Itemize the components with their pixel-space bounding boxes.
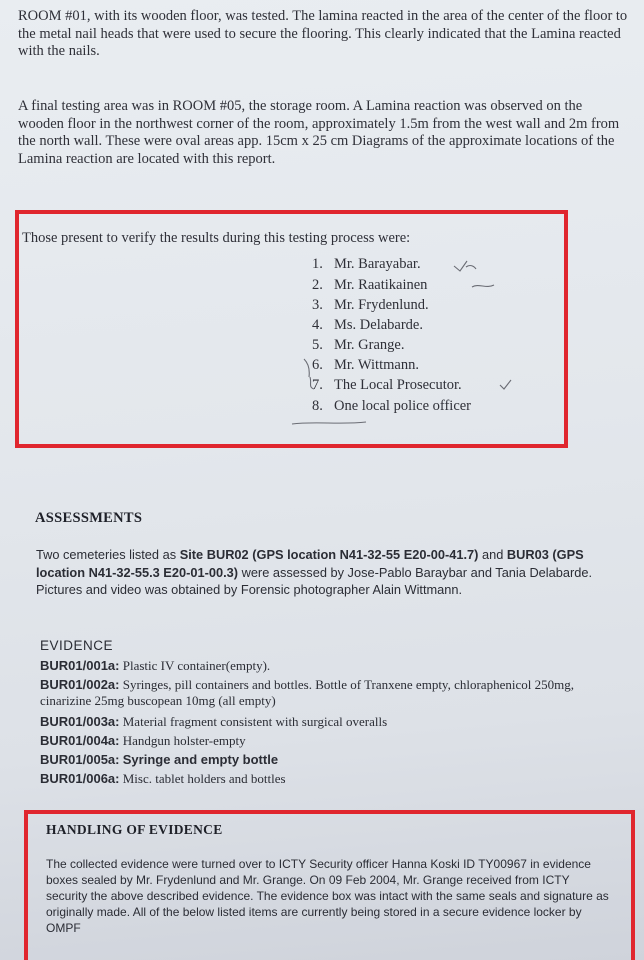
evidence-item: BUR01/003a: Material fragment consistent with surgical overalls — [40, 714, 388, 729]
pen-stroke-icon — [470, 280, 496, 292]
witness-item: 4. Ms. Delabarde. — [312, 317, 423, 333]
handling-paragraph: The collected evidence were turned over to ICTY Security officer Hanna Koski ID TY00967 in evidence boxes sealed by Mr. Frydenlund and Mr. Grange. On 09 Feb 2004, Mr. Grange received from ICTY security the above described evidence. The evidence box was intact with the same seals and signature as originally made. All of the below listed items are currently being stored in a secure evidence locker by OMPF — [46, 857, 609, 935]
witness-item: 1. Mr. Barayabar. — [312, 256, 421, 272]
assessments-paragraph: Two cemeteries listed as Site BUR02 (GPS location N41-32-55 E20-00-41.7) and BUR03 (GPS location N41-32-55.3 E20-01-00.3) were assessed by Jose-Pablo Baraybar and Tania Delabarde. Pictures and video was obtained by Forensic photographer Alain Wittmann. — [36, 547, 593, 597]
witness-item: 3. Mr. Frydenlund. — [312, 297, 429, 313]
evidence-item: BUR01/002a: Syringes, pill containers and bottles. Bottle of Tranxene empty, chloraphenicol 250mg, cinarizine 25mg buscopean 10mg (all empty) — [40, 677, 574, 708]
witness-item: 5. Mr. Grange. — [312, 337, 405, 353]
witness-item: 2. Mr. Raatikainen — [312, 277, 428, 293]
room5-paragraph: A final testing area was in ROOM #05, the storage room. A Lamina reaction was observed on the wooden floor in the northwest corner of the room, approximately 1.5m from the west wall and 2m from the north wall. These were oval areas app. 15cm x 25 cm Diagrams of the approximate locations of the Lamina reaction are located with this report. — [18, 98, 620, 167]
witness-item: 7. The Local Prosecutor. — [312, 377, 462, 393]
room1-paragraph: ROOM #01, with its wooden floor, was tested. The lamina reacted in the area of the center of the floor to the metal nail heads that were used to secure the flooring. This clearly indicated that the Lamina reacted with the nails. — [18, 8, 628, 59]
pen-stroke-icon — [300, 357, 324, 391]
tick-mark-icon — [498, 378, 514, 392]
evidence-item: BUR01/004a: Handgun holster-empty — [40, 733, 246, 748]
witness-item: 8. One local police officer — [312, 398, 472, 414]
underline-stroke-icon — [290, 418, 370, 428]
handling-heading: HANDLING OF EVIDENCE — [46, 822, 223, 837]
evidence-item: BUR01/005a: Syringe and empty bottle — [40, 752, 279, 767]
assessments-heading: ASSESSMENTS — [35, 510, 143, 526]
checkmark-scribble-icon — [452, 258, 478, 274]
evidence-item: BUR01/001a: Plastic IV container(empty). — [40, 658, 271, 673]
witness-item: 6. Mr. Wittmann. — [312, 357, 419, 373]
evidence-item: BUR01/006a: Misc. tablet holders and bottles — [40, 771, 286, 786]
evidence-heading: EVIDENCE — [40, 638, 114, 653]
presence-intro: Those present to verify the results during this testing process were: — [22, 230, 411, 246]
